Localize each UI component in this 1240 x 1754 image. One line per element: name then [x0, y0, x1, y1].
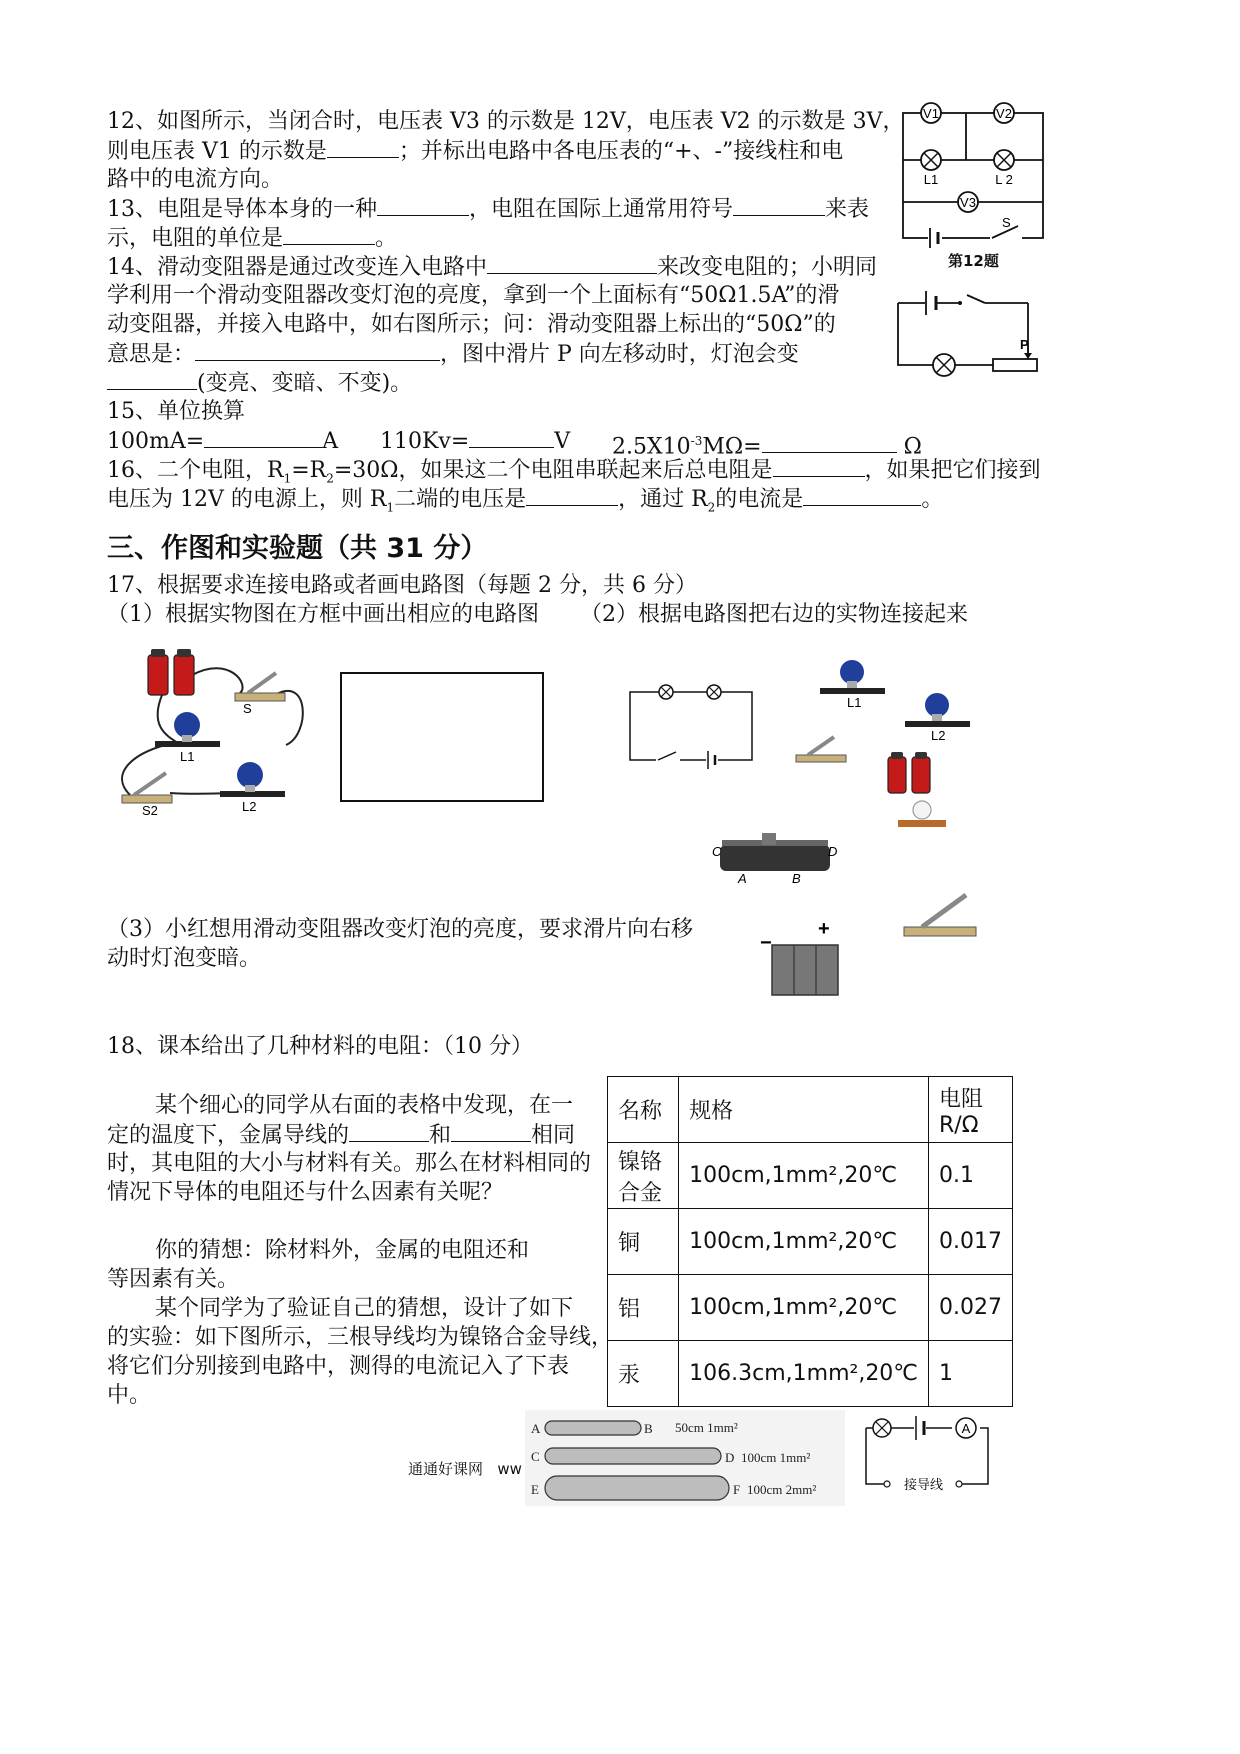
- q15-title: 15、单位换算: [107, 399, 245, 424]
- svg-text:B: B: [792, 871, 801, 886]
- answer-blank[interactable]: [204, 425, 322, 448]
- battery-icon: [148, 649, 194, 695]
- switch-icon: [796, 737, 846, 762]
- svg-text:A: A: [531, 1421, 541, 1436]
- q12-line2: 则电压表 V1 的示数是 ；并标出电路中各电压表的“+、-”接线柱和电: [107, 135, 843, 168]
- svg-text:100cm 1mm²: 100cm 1mm²: [741, 1450, 811, 1465]
- answer-blank[interactable]: [803, 483, 921, 506]
- lamp-symbol: [873, 1419, 891, 1437]
- table-cell: 0.1: [929, 1143, 1013, 1209]
- q16-line1: 16、二个电阻，$R_1=R_2=30\Omega$，如果这二个电阻串联起来后总电阻是 ，如果把它们接到: [107, 454, 1041, 494]
- q15-item-b: 110Kv= V: [380, 425, 570, 458]
- rheostat-icon: [712, 833, 837, 886]
- switch-symbol: [958, 301, 962, 305]
- answer-blank[interactable]: [107, 367, 197, 390]
- q17-part3-line2: 动时灯泡变暗。: [107, 946, 262, 971]
- light-bulb-icon: [905, 693, 970, 743]
- battery-symbol: [926, 291, 936, 315]
- svg-text:L2: L2: [242, 799, 257, 814]
- wire-cd: [531, 1448, 810, 1465]
- voltmeter-v2: [994, 103, 1014, 123]
- light-bulb-icon: [155, 712, 220, 764]
- svg-text:V1: V1: [923, 106, 939, 121]
- answer-blank[interactable]: [487, 251, 657, 274]
- table-row: [608, 1341, 1013, 1407]
- table-cell: 镍铬合金: [608, 1143, 679, 1209]
- q14-line5: (变亮、变暗、不变)。: [107, 367, 412, 400]
- q18-p1-line2: 定的温度下，金属导线的 和 相同: [107, 1119, 575, 1152]
- table-cell: 0.027: [929, 1275, 1013, 1341]
- answer-blank[interactable]: [451, 1119, 531, 1142]
- q18-p2-line2: 等因素有关。: [107, 1267, 240, 1292]
- svg-text:50cm 1mm²: 50cm 1mm²: [675, 1420, 738, 1435]
- q17-title: 17、根据要求连接电路或者画电路图（每题 2 分，共 6 分）: [107, 573, 697, 598]
- svg-text:L1: L1: [847, 695, 862, 710]
- svg-text:S2: S2: [142, 803, 158, 818]
- answer-blank[interactable]: [327, 135, 399, 158]
- answer-blank[interactable]: [733, 193, 825, 216]
- switch-symbol: [656, 752, 680, 766]
- table-header-row: [608, 1077, 1013, 1143]
- svg-text:F: F: [733, 1482, 741, 1497]
- q17-physical-circuit-left: [110, 645, 320, 818]
- svg-text:E: E: [531, 1482, 539, 1497]
- wire-ab: [531, 1420, 738, 1436]
- answer-blank[interactable]: [195, 338, 440, 361]
- q14-rheostat-circuit: [893, 285, 1043, 385]
- table-row: [608, 1275, 1013, 1341]
- rheostat-symbol: [993, 337, 1037, 371]
- switch-icon: [122, 773, 172, 818]
- q14-line3: 动变阻器，并接入电路中，如右图所示；问：滑动变阻器上标出的“50Ω”的: [107, 312, 836, 337]
- lamp-l1-symbol: [921, 150, 941, 187]
- answer-blank[interactable]: [283, 222, 375, 245]
- figure-caption: 第12题: [948, 252, 999, 270]
- q17-part2: （2）根据电路图把右边的实物连接起来: [580, 602, 968, 627]
- table-cell: 100cm,1mm²,20℃: [679, 1143, 929, 1209]
- q18-p3-line1: 某个同学为了验证自己的猜想，设计了如下: [155, 1296, 574, 1321]
- table-row: [608, 1143, 1013, 1209]
- table-header-cell: 规格: [679, 1077, 929, 1143]
- q14-line4: 意思是： ，图中滑片 P 向左移动时，灯泡会变: [107, 338, 799, 371]
- lamp-symbol: [933, 354, 955, 376]
- svg-text:P: P: [1020, 337, 1029, 352]
- q17-components-right: [700, 655, 990, 1005]
- answer-blank[interactable]: [377, 193, 469, 216]
- svg-text:B: B: [644, 1421, 653, 1436]
- q17-part1: （1）根据实物图在方框中画出相应的电路图: [107, 602, 539, 627]
- q14-line1: 14、滑动变阻器是通过改变连入电路中 来改变电阻的；小明同: [107, 251, 877, 284]
- table-cell: 100cm,1mm²,20℃: [679, 1209, 929, 1275]
- svg-text:D: D: [725, 1450, 735, 1465]
- svg-text:A: A: [961, 1421, 971, 1436]
- q18-p1-line1: 某个细心的同学从右面的表格中发现，在一: [155, 1093, 574, 1118]
- svg-text:D: D: [828, 844, 838, 859]
- q18-p1-line4: 情况下导体的电阻还与什么因素有关呢？: [107, 1180, 504, 1205]
- table-cell: 0.017: [929, 1209, 1013, 1275]
- answer-blank[interactable]: [762, 430, 897, 453]
- svg-text:L1: L1: [180, 749, 195, 764]
- svg-text:接导线: 接导线: [904, 1478, 944, 1493]
- answer-blank[interactable]: [773, 454, 865, 477]
- answer-blank[interactable]: [349, 1119, 429, 1142]
- voltmeter-v3: [903, 192, 1043, 212]
- table-cell: 汞: [608, 1341, 679, 1407]
- ammeter-test-circuit: [862, 1412, 992, 1492]
- q18-p3-line2: 的实验：如下图所示，三根导线均为镍铬合金导线，: [107, 1325, 614, 1350]
- light-bulb-icon: [220, 762, 285, 814]
- svg-text:−: −: [760, 932, 772, 954]
- small-bulb-icon: [898, 801, 946, 827]
- answer-blank[interactable]: [526, 483, 618, 506]
- q15-item-a: 100mA= A: [107, 425, 338, 458]
- q18-p1-line3: 时，其电阻的大小与材料有关。那么在材料相同的: [107, 1151, 592, 1176]
- q18-p2-line1: 你的猜想：除材料外，金属的电阻还和: [155, 1238, 530, 1263]
- battery-box-icon: [760, 918, 838, 995]
- svg-text:100cm 2mm²: 100cm 2mm²: [747, 1482, 817, 1497]
- nichrome-wires-figure: [525, 1410, 845, 1510]
- switch-icon: [235, 673, 285, 716]
- table-row: [608, 1209, 1013, 1275]
- table-cell: 100cm,1mm²,20℃: [679, 1275, 929, 1341]
- q18-p3-line4: 中。: [107, 1383, 152, 1408]
- answer-blank[interactable]: [469, 425, 554, 448]
- svg-text:L2: L2: [931, 728, 946, 743]
- svg-text:L 2: L 2: [995, 172, 1013, 187]
- svg-text:S: S: [1002, 215, 1011, 230]
- switch-s-symbol: [990, 215, 1022, 246]
- svg-text:L1: L1: [923, 172, 939, 187]
- footer-site: 通通好课网 ww: [408, 1460, 522, 1478]
- circuit-drawing-box[interactable]: [340, 672, 544, 802]
- connect-terminals: [884, 1477, 962, 1493]
- ammeter-symbol: [956, 1418, 976, 1438]
- battery-symbol: [916, 1416, 924, 1440]
- table-cell: 106.3cm,1mm²,20℃: [679, 1341, 929, 1407]
- q13-line1: 13、电阻是导体本身的一种 ，电阻在国际上通常用符号 来表: [107, 193, 869, 226]
- svg-text:+: +: [818, 918, 830, 940]
- q18-title: 18、课本给出了几种材料的电阻：（10 分）: [107, 1034, 533, 1059]
- svg-text:C: C: [531, 1449, 540, 1464]
- svg-text:C: C: [712, 844, 722, 859]
- voltmeter-v1: [921, 103, 941, 123]
- section-title: 三、作图和实验题（共 31 分）: [107, 533, 488, 564]
- battery-icon: [888, 752, 930, 793]
- table-header-cell: 电阻 R/Ω: [929, 1077, 1013, 1143]
- q12-line3: 路中的电流方向。: [107, 167, 284, 192]
- svg-text:V3: V3: [960, 195, 976, 210]
- svg-text:A: A: [738, 871, 747, 886]
- table-cell: 铜: [608, 1209, 679, 1275]
- q12-line1: 12、如图所示，当闭合时，电压表 V3 的示数是 12V，电压表 V2 的示数是 3V，: [107, 109, 905, 134]
- q15-item-c: $2.5X10^{-3}M\Omega= \Omega$: [612, 425, 922, 463]
- switch-icon: [904, 895, 976, 936]
- lamp-symbol: [659, 685, 673, 699]
- resistance-table: [607, 1076, 1013, 1407]
- table-header-cell: 名称: [608, 1077, 679, 1143]
- battery-symbol: [928, 226, 942, 250]
- q12-circuit-diagram: [898, 98, 1048, 268]
- light-bulb-icon: [820, 660, 885, 710]
- q13-line2: 示，电阻的单位是 。: [107, 222, 397, 255]
- q17-part3-line1: （3）小红想用滑动变阻器改变灯泡的亮度，要求滑片向右移: [107, 917, 693, 942]
- q14-line2: 学利用一个滑动变阻器改变灯泡的亮度，拿到一个上面标有“50Ω1.5A”的滑: [107, 283, 840, 308]
- svg-text:V2: V2: [996, 106, 1012, 121]
- q18-p3-line3: 将它们分别接到电路中，测得的电流记入了下表: [107, 1354, 570, 1379]
- q16-line2: 电压为 12V 的电源上，则 $R_1$二端的电压是 ，通过 $R_2$的电流是 。: [107, 483, 943, 523]
- lamp-l2-symbol: [994, 150, 1014, 187]
- table-cell: 铝: [608, 1275, 679, 1341]
- table-cell: 1: [929, 1341, 1013, 1407]
- svg-text:S: S: [243, 701, 252, 716]
